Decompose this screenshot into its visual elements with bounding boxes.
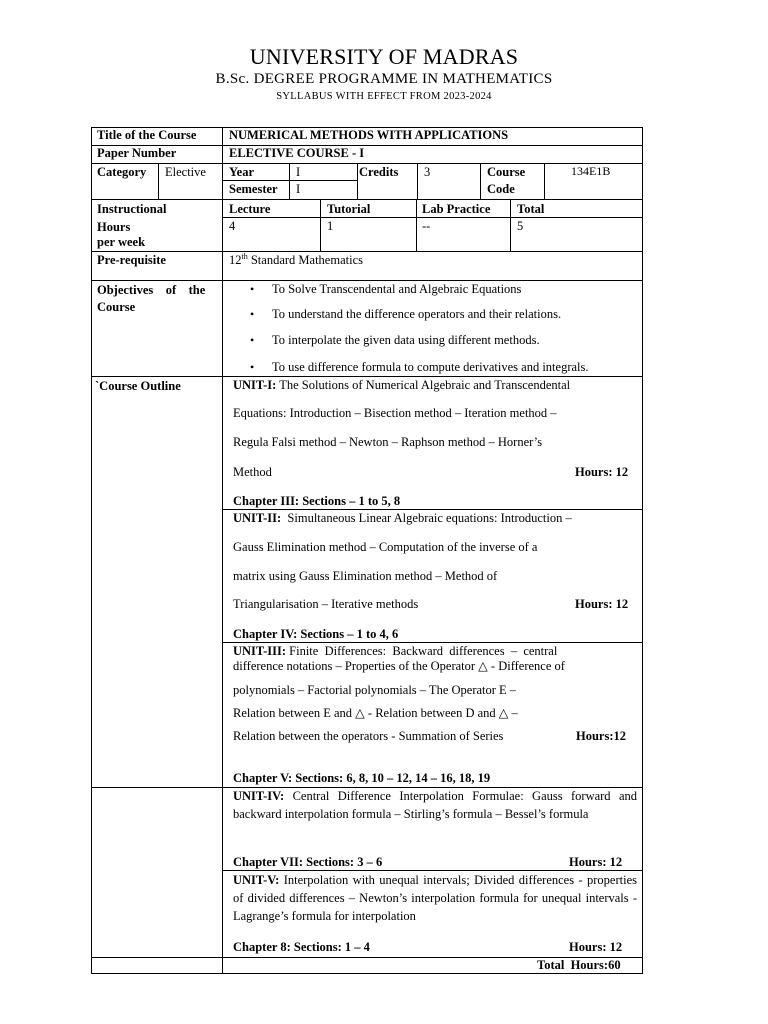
unit-5-body: UNIT-V: Interpolation with unequal intervals; Divided differences - properties of divided differences – Newton’s interpolation formula for unequal intervals - Lagrange’s formula for interpolation <box>233 873 637 923</box>
unit-3-line-3: polynomials – Factorial polynomials – The Operator E – <box>233 683 517 697</box>
objective-item: To use difference formula to compute derivatives and integrals. <box>272 360 589 374</box>
lab-practice-value: -- <box>422 219 431 233</box>
unit-4-body: UNIT-IV: Central Difference Interpolation Formulae: Gauss forward and backward interpolation formula – Stirling’s formula – Bessel’s formula <box>233 789 637 821</box>
prerequisite-value: 12th Standard Mathematics <box>229 251 363 267</box>
unit-5-chapter: Chapter 8: Sections: 1 – 4 <box>233 940 370 954</box>
title-label: Title of the Course <box>97 128 197 142</box>
objectives-label-2: Course <box>97 300 136 314</box>
syllabus-effect: SYLLABUS WITH EFFECT FROM 2023-2024 <box>276 91 492 102</box>
instructional-label-2: Hours <box>97 220 131 234</box>
year-value: I <box>296 165 301 179</box>
instructional-label-3: per week <box>97 235 146 249</box>
unit-2-line-2: Gauss Elimination method – Computation of the inverse of a <box>233 540 538 554</box>
objective-item: To understand the difference operators and their relations. <box>272 307 562 321</box>
prerequisite-label: Pre-requisite <box>97 253 166 267</box>
unit-1-line-2: Equations: Introduction – Bisection method – Iteration method – <box>233 406 557 420</box>
credits-value: 3 <box>424 165 431 179</box>
objectives-label-1: Objectives of the <box>97 283 206 297</box>
bullet-icon: • <box>250 282 255 296</box>
unit-4-hours: Hours: 12 <box>569 855 623 869</box>
bullet-icon: • <box>250 307 255 321</box>
tutorial-value: 1 <box>327 219 334 233</box>
unit-1-chapter: Chapter III: Sections – 1 to 5, 8 <box>233 494 401 508</box>
unit-4-chapter: Chapter VII: Sections: 3 – 6 <box>233 855 383 869</box>
course-title: NUMERICAL METHODS WITH APPLICATIONS <box>229 128 509 142</box>
course-code-label-1: Course <box>487 165 526 179</box>
course-code-label-2: Code <box>487 182 515 196</box>
unit-1-hours: Hours: 12 <box>575 465 629 479</box>
course-table <box>91 127 643 974</box>
category-label: Category <box>97 165 147 179</box>
unit-3-line-5: Relation between the operators - Summation of Series <box>233 729 504 743</box>
course-code-value: 134E1B <box>571 164 611 178</box>
unit-3-chapter: Chapter V: Sections: 6, 8, 10 – 12, 14 – 16, 18, 19 <box>233 771 491 785</box>
semester-value: I <box>296 182 301 196</box>
total-value: 5 <box>517 219 524 233</box>
unit-3-line-2: difference notations – Properties of the Operator △ - Difference of <box>233 659 565 673</box>
instructional-label-1: Instructional <box>97 202 167 216</box>
university-title: UNIVERSITY OF MADRAS <box>249 44 519 69</box>
total-label: Total <box>517 202 545 216</box>
unit-3-line-1: UNIT-III: Finite Differences: Backward differences – central <box>233 644 558 658</box>
lecture-label: Lecture <box>229 202 271 216</box>
category-value: Elective <box>165 165 206 179</box>
paper-number-value: ELECTIVE COURSE - I <box>229 146 365 160</box>
total-hours: Total Hours:60 <box>537 958 621 972</box>
unit-2-line-3: matrix using Gauss Elimination method – Method of <box>233 569 498 583</box>
unit-1-line-4: Method <box>233 465 272 479</box>
unit-1-line-3: Regula Falsi method – Newton – Raphson method – Horner’s <box>233 435 543 449</box>
programme-title: B.Sc. DEGREE PROGRAMME IN MATHEMATICS <box>215 71 553 87</box>
bullet-icon: • <box>250 360 255 374</box>
unit-2-hours: Hours: 12 <box>575 597 629 611</box>
unit-5-hours: Hours: 12 <box>569 940 623 954</box>
unit-3-line-4: Relation between E and △ - Relation between D and △ – <box>233 706 518 720</box>
unit-1-line-1: UNIT-I: The Solutions of Numerical Algebraic and Transcendental <box>233 378 571 392</box>
lab-practice-label: Lab Practice <box>422 202 491 216</box>
unit-2-line-4: Triangularisation – Iterative methods <box>233 597 419 611</box>
course-outline-label: `Course Outline <box>95 379 181 393</box>
lecture-value: 4 <box>229 219 236 233</box>
objective-item: To Solve Transcendental and Algebraic Equations <box>272 282 522 296</box>
paper-number-label: Paper Number <box>97 146 177 160</box>
semester-label: Semester <box>229 182 278 196</box>
unit-3-hours: Hours:12 <box>576 729 626 743</box>
unit-2-line-1: UNIT-II: Simultaneous Linear Algebraic equations: Introduction – <box>233 511 572 525</box>
credits-label: Credits <box>359 165 399 179</box>
tutorial-label: Tutorial <box>327 202 371 216</box>
objective-item: To interpolate the given data using different methods. <box>272 333 540 347</box>
bullet-icon: • <box>250 333 255 347</box>
year-label: Year <box>229 165 254 179</box>
unit-2-chapter: Chapter IV: Sections – 1 to 4, 6 <box>233 627 399 641</box>
